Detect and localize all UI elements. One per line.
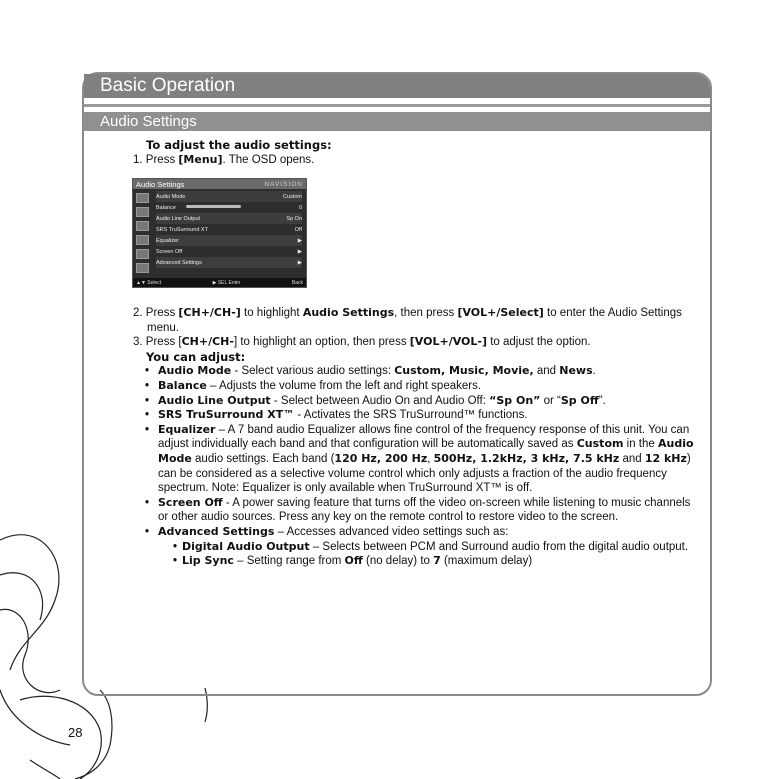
step-number: 3.	[133, 336, 143, 349]
option-text: – Selects between PCM and Surround audio from the digital audio output.	[309, 540, 689, 553]
timer-icon	[136, 221, 149, 231]
step-text: to enter the Audio Settings menu.	[147, 307, 682, 334]
picture-icon	[136, 193, 149, 203]
option-value: 500Hz, 1.2kHz, 3 kHz, 7.5 kHz	[433, 451, 620, 465]
option-value: “Sp On”	[489, 393, 541, 407]
list-item	[158, 554, 703, 569]
instructions	[133, 138, 703, 167]
option-text: - Activates the SRS TruSurround™ functions.	[294, 409, 528, 422]
channel-icon	[136, 263, 149, 273]
osd-row-line-output	[156, 213, 302, 224]
osd-row-value: Sp On	[286, 215, 302, 222]
osd-row-screen-off	[156, 246, 302, 257]
section-title: Basic Operation	[100, 75, 236, 96]
osd-row-label: Screen Off	[156, 248, 183, 255]
list-item	[133, 364, 703, 379]
osd-screenshot	[132, 178, 307, 288]
option-value: 7	[433, 554, 441, 568]
option-text: in the	[623, 438, 658, 451]
key-label: CH+/CH-	[181, 335, 234, 349]
step-number: 2.	[133, 307, 143, 319]
step-text: Press	[145, 153, 179, 166]
step-text: . The OSD opens.	[222, 153, 315, 166]
osd-footer-enter: ▶ SEL Enter	[212, 279, 241, 286]
option-text: and	[619, 452, 645, 465]
osd-menu	[156, 191, 302, 268]
osd-row-label: SRS TruSurround XT	[156, 226, 208, 233]
step-text: Press [	[145, 336, 182, 349]
step-3	[133, 335, 703, 350]
list-item	[133, 394, 703, 409]
option-text: audio settings. Each band (	[191, 452, 335, 465]
option-text: – A 7 band audio Equalizer allows fine control of the frequency response of this unit. You can adjust individually each band and that configuration will be automatically saved as	[158, 423, 690, 451]
option-name: SRS TruSurround XT™	[158, 408, 295, 422]
step-text: to adjust the option.	[487, 336, 591, 349]
option-text: – Adjusts the volume from the left and right speakers.	[206, 379, 482, 392]
option-text: (no delay) to	[362, 555, 434, 568]
osd-row-balance	[156, 202, 302, 213]
option-name: Screen Off	[158, 495, 223, 509]
step-text: Press	[145, 307, 179, 319]
osd-row-value: ▶	[297, 259, 302, 266]
option-text: and	[533, 365, 560, 378]
key-label: [Menu]	[178, 152, 223, 166]
option-name: Audio Mode	[158, 364, 232, 378]
option-value: Sp Off	[560, 393, 599, 407]
step-number: 1.	[133, 153, 143, 166]
divider	[84, 104, 710, 107]
setup-icon	[136, 235, 149, 245]
option-text: (maximum delay)	[440, 555, 533, 568]
osd-row-equalizer	[156, 235, 302, 246]
list-item	[133, 496, 703, 525]
osd-row-label: Balance	[156, 204, 176, 211]
step-text: to highlight	[240, 307, 303, 319]
option-text: - Select between Audio On and Audio Off:	[270, 394, 490, 407]
list-item	[133, 525, 703, 569]
option-value: Custom, Music, Movie,	[394, 364, 534, 378]
osd-footer-select: ▲▼ Select	[136, 279, 162, 286]
list-item	[133, 379, 703, 394]
list-item	[133, 408, 703, 423]
option-value: Audio Mode	[158, 437, 694, 465]
option-name: Audio Line Output	[158, 393, 271, 407]
osd-row-value: ▶	[297, 237, 302, 244]
option-name: Equalizer	[158, 422, 216, 436]
lock-icon	[136, 249, 149, 259]
options-list	[133, 364, 703, 568]
key-label: [VOL+/VOL-]	[409, 335, 487, 349]
osd-menu-icons	[136, 193, 150, 277]
option-text: ) can be considered as a selective volume control which only adjusts a fraction of the audio frequency spectrum. Note: Equalizer is only available when TruSurround XT™ is off.	[158, 452, 691, 495]
osd-row-label: Audio Mode	[156, 193, 186, 200]
step-1	[133, 153, 703, 168]
option-text: ,	[427, 452, 434, 465]
option-name: Digital Audio Output	[182, 539, 310, 553]
option-value: 120 Hz, 200 Hz	[334, 451, 428, 465]
osd-brand-logo: NAVISION	[264, 180, 303, 188]
option-name: Lip Sync	[182, 554, 234, 568]
option-value: 12 kHz	[644, 451, 687, 465]
list-item	[158, 540, 703, 555]
osd-row-srs	[156, 224, 302, 235]
osd-row-value: ▶	[297, 248, 302, 255]
osd-footer-back: Back	[291, 279, 303, 286]
option-value: Off	[344, 554, 363, 568]
option-text: - Select various audio settings:	[231, 365, 395, 378]
osd-row-advanced	[156, 257, 302, 268]
option-text: – Accesses advanced video settings such as:	[274, 525, 509, 538]
subsection-title: Audio Settings	[100, 113, 197, 130]
key-label: [VOL+/Select]	[457, 306, 544, 319]
step-2	[133, 306, 703, 335]
option-value: News	[559, 364, 593, 378]
list-item	[133, 423, 703, 496]
option-text: or “	[540, 394, 561, 407]
osd-row-audio-mode	[156, 191, 302, 202]
osd-row-value: Custom	[283, 193, 302, 200]
option-text: – Setting range from	[233, 555, 345, 568]
osd-row-value: 0	[298, 204, 302, 211]
audio-icon	[136, 207, 149, 217]
osd-row-label: Audio Line Output	[156, 215, 201, 222]
osd-row-label: Equalizer	[156, 237, 179, 244]
key-label: [CH+/CH-]	[178, 306, 241, 319]
option-value: Custom	[576, 437, 624, 451]
osd-footer	[133, 278, 306, 287]
option-name: Advanced Settings	[158, 524, 275, 538]
option-name: Balance	[158, 378, 207, 392]
option-text: .	[592, 365, 596, 378]
instructions-continued	[133, 306, 703, 569]
balance-slider	[186, 205, 241, 208]
step-text: , then press	[394, 307, 458, 319]
option-text: - A power saving feature that turns off the video on-screen while listening to music channels or other audio sources. Press any key on the remote control to restore video to the screen.	[158, 496, 691, 524]
osd-title: Audio Settings	[136, 179, 185, 189]
page-number: 28	[68, 725, 83, 740]
menu-label: Audio Settings	[302, 306, 395, 319]
instructions-heading: To adjust the audio settings:	[146, 138, 332, 152]
you-can-adjust: You can adjust:	[146, 349, 246, 364]
option-text: ”.	[598, 394, 606, 407]
osd-row-value: Off	[294, 226, 302, 233]
osd-row-label: Advanced Settings	[156, 259, 202, 266]
step-text: ] to highlight an option, then press	[233, 336, 410, 349]
advanced-sublist	[158, 540, 703, 569]
osd-header	[133, 179, 306, 189]
